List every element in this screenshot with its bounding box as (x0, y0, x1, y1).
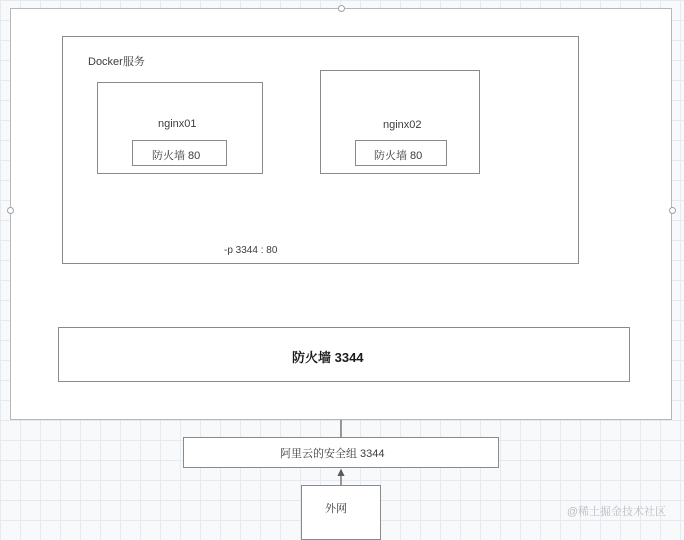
security-group-label: 阿里云的安全组 3344 (280, 448, 385, 460)
nginx02-firewall-label: 防火墙 80 (374, 150, 423, 162)
host-firewall-label: 防火墙 3344 (292, 350, 364, 365)
nginx01-label: nginx01 (158, 118, 197, 130)
docker-service-label: Docker服务 (88, 56, 145, 68)
resize-handle-left[interactable] (7, 207, 14, 214)
nginx02-label: nginx02 (383, 119, 422, 131)
port-mapping-label: -p 3344 : 80 (224, 245, 278, 256)
watermark: @稀土掘金技术社区 (566, 506, 666, 518)
external-network-label: 外网 (325, 503, 347, 515)
resize-handle-top[interactable] (338, 5, 345, 12)
nginx01-firewall-label: 防火墙 80 (152, 150, 201, 162)
resize-handle-right[interactable] (669, 207, 676, 214)
